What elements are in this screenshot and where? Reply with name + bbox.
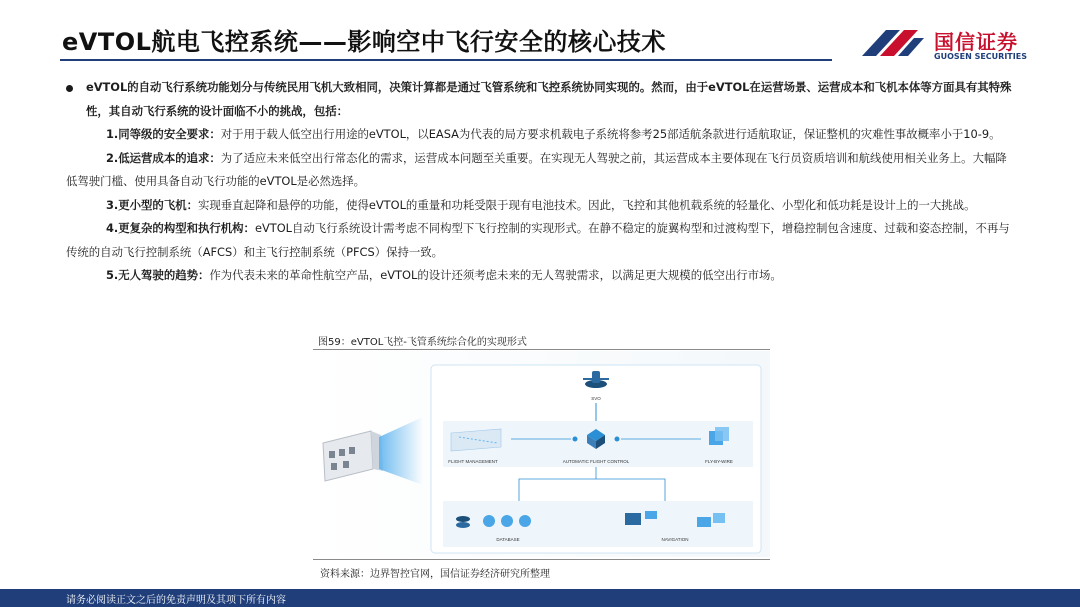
figure-top-rule	[313, 349, 770, 350]
flight-management-icon	[451, 429, 501, 451]
list-item	[66, 264, 1016, 288]
guosen-logo-mark-icon	[860, 26, 926, 60]
intro-text: eVTOL的自动飞行系统功能划分与传统民用飞机大致相同，决策计算都是通过飞管系统和飞控系统协同实现的。然而，由于eVTOL在运营场景、运营成本和飞机本体等方面具有其特殊性，其自动飞行系统的设计面临不小的挑战，包括：	[86, 80, 1012, 118]
list-item-heading: 3.更小型的飞机：	[106, 197, 198, 212]
page-title: eVTOL航电飞控系统——影响空中飞行安全的核心技术	[62, 28, 666, 56]
footer-bar	[0, 589, 1080, 607]
figure-bottom-rule	[313, 559, 770, 560]
system-diagram-svg	[313, 351, 770, 557]
footer-disclaimer: 请务必阅读正文之后的免责声明及其项下所有内容	[66, 595, 286, 606]
list-item-text: eVTOL自动飞行系统设计需考虑不同构型下飞行控制的实现形式。在静不稳定的旋翼构型和过渡构型下，增稳控制包含速度、过载和姿态控制，不再与传统的自动飞行控制系统（AFCS）和主飞行控制系统（PFCS）保持一致。	[66, 221, 1010, 259]
list-item-text: 作为代表未来的革命性航空产品，eVTOL的设计还须考虑未来的无人驾驶需求，以满足更大规模的低空出行市场。	[209, 268, 782, 282]
list-item-heading: 2.低运营成本的追求：	[106, 150, 221, 165]
logo-chinese-name: 国信证券	[934, 30, 1018, 54]
intro-paragraph	[66, 76, 1016, 123]
database-label: DATABASE	[496, 537, 520, 542]
guosen-logo	[860, 24, 1040, 66]
list-item-heading: 5.无人驾驶的趋势：	[106, 268, 210, 282]
list-item-heading: 1.同等级的安全要求：	[106, 127, 221, 141]
figure-source: 资料来源：边界智控官网，国信证券经济研究所整理	[320, 569, 550, 580]
list-item	[66, 194, 1016, 218]
logo-english-name: GUOSEN SECURITIES	[934, 52, 1027, 61]
bullet-icon	[66, 85, 73, 92]
list-item-text: 为了适应未来低空出行常态化的需求，运营成本问题至关重要。在实现无人驾驶之前，其运营成本主要体现在飞行员资质培训和航线使用相关业务上。大幅降低驾驶门槛、使用具备自动飞行功能的eVTOL是必然选择。	[66, 150, 1007, 188]
list-item	[66, 123, 1016, 147]
flight-management-label: FLIGHT MANAGEMENT	[448, 459, 498, 464]
list-item	[66, 217, 1016, 264]
fly-by-wire-label: FLY-BY-WIRE	[705, 459, 733, 464]
svo-label: SVO	[591, 396, 601, 401]
list-item-text: 实现垂直起降和悬停的功能，使得eVTOL的重量和功耗受限于现有电池技术。因此，飞控和其他机载系统的轻量化、小型化和低功耗是设计上的一大挑战。	[198, 197, 976, 212]
list-item	[66, 147, 1016, 194]
list-item-text: 对于用于载人低空出行用途的eVTOL，以EASA为代表的局方要求机载电子系统将参考25部适航条款进行适航取证，保证整机的灾难性事故概率小于10-9。	[220, 127, 1001, 141]
automatic-flight-control-label: AUTOMATIC FLIGHT CONTROL	[562, 459, 630, 464]
title-underline	[60, 59, 832, 61]
navigation-label: NAVIGATION	[661, 537, 689, 542]
body-text	[66, 76, 1016, 288]
list-item-heading: 4.更复杂的构型和执行机构：	[106, 221, 255, 235]
system-diagram	[313, 351, 770, 557]
figure-caption: 图59：eVTOL飞控-飞管系统综合化的实现形式	[318, 337, 527, 348]
